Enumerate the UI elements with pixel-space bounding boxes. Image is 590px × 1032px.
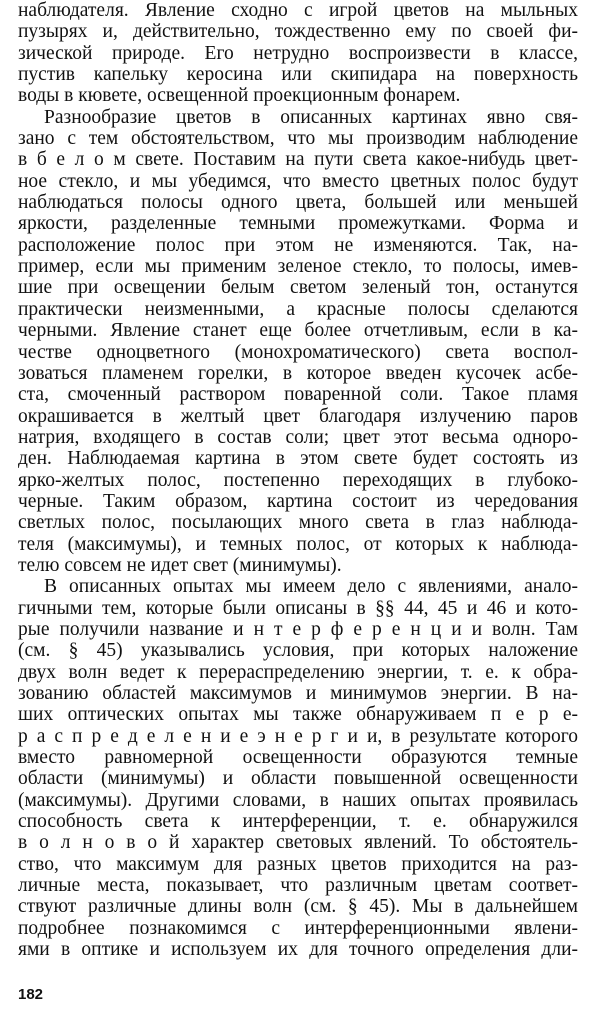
text-line: расположение полос при этом не изменяются. Так, на- xyxy=(18,234,578,256)
text-line: ярко-желтых полос, постепенно переходящих в глубоко- xyxy=(18,469,578,491)
text-line: (максимумы). Другими словами, в наших опытах проявилась xyxy=(18,789,578,811)
text-line: в о л н о в о й характер световых явлений. То обстоятель- xyxy=(18,832,578,854)
text-line: натрия, входящего в состав соли; цвет этот весьма одноро- xyxy=(18,426,578,448)
text-line: зической природе. Его нетрудно воспроизвести в классе, xyxy=(18,42,578,64)
text-line: черными. Явление станет еще более отчетливым, если в ка- xyxy=(18,320,578,342)
text-line: ста, смоченный раствором поваренной соли. Такое пламя xyxy=(18,384,578,406)
text-line: вместо равномерной освещенности образуются темные xyxy=(18,747,578,769)
text-line: рые получили название и н т е р ф е р е н ц и и волн. Там xyxy=(18,618,578,640)
text-line: двух волн ведет к перераспределению энергии, т. е. к обра- xyxy=(18,661,578,683)
text-line: ями в оптике и используем их для точного определения дли- xyxy=(18,939,578,961)
text-line: зованию областей максимумов и минимумов энергии. В на- xyxy=(18,683,578,704)
text-line: практически неизменными, а красные полосы сделаются xyxy=(18,298,578,320)
text-line: гичными тем, которые были описаны в §§ 44, 45 и 46 и кото- xyxy=(18,597,578,619)
text-line: наблюдателя. Явление сходно с игрой цветов на мыльных xyxy=(18,0,578,21)
text-line: пузырях и, действительно, тождественно ему по своей фи- xyxy=(18,21,578,43)
text-line: окрашивается в желтый цвет благодаря излучению паров xyxy=(18,405,578,427)
text-line: телю совсем не идет свет (минимумы). xyxy=(18,554,342,576)
text-line: наблюдаться полосы одного цвета, большей или меньшей xyxy=(18,192,578,214)
text-line: ден. Наблюдаемая картина в этом свете будет состоять из xyxy=(18,448,578,470)
text-line: честве одноцветного (монохроматического) света воспол- xyxy=(18,341,578,363)
text-line: ших оптических опытах мы также обнаруживаем п е р е- xyxy=(18,704,578,726)
text-line: ствуют различные длины волн (см. § 45). Мы в дальнейшем xyxy=(18,896,578,918)
page-number: 182 xyxy=(18,986,44,1003)
text-line: подробнее познакомимся с интерференционными явлени- xyxy=(18,917,578,939)
text-line: теля (максимумы), и темных полос, от которых к наблюда- xyxy=(18,533,578,555)
text-line: в б е л о м свете. Поставим на пути света какое-нибудь цвет- xyxy=(18,149,578,171)
text-line: области (минимумы) и области повышенной освещенности xyxy=(18,768,578,790)
text-line: Разнообразие цветов в описанных картинах явно свя- xyxy=(44,106,578,128)
text-line: ное стекло, и мы убедимся, что вместо цветных полос будут xyxy=(18,170,578,192)
text-line: В описанных опытах мы имеем дело с явлениями, анало- xyxy=(44,576,578,598)
text-line: (см. § 45) указывались условия, при которых наложение xyxy=(18,640,578,662)
text-line: р а с п р е д е л е н и е э н е р г и и, в результате которого xyxy=(18,725,578,747)
text-line: светлых полос, посылающих много света в глаз наблюда- xyxy=(18,512,578,534)
text-line: воды в кювете, освещенной проекционным фонарем. xyxy=(18,85,461,107)
text-line: способность света к интерференции, т. е. обнаружился xyxy=(18,811,578,833)
text-line: зоваться пламенем горелки, в которое введен кусочек асбе- xyxy=(18,362,578,384)
text-line: пример, если мы применим зеленое стекло, то полосы, имев- xyxy=(18,256,578,278)
text-line: шие при освещении белым светом зеленый тон, останутся xyxy=(18,277,578,299)
text-line: пустив капельку керосина или скипидара на поверхность xyxy=(18,64,578,86)
body-text xyxy=(18,0,578,960)
text-line: личные места, показывает, что различным цветам соответ- xyxy=(18,875,578,897)
text-line: ство, что максимум для разных цветов приходится на раз- xyxy=(18,853,578,875)
text-line: яркости, разделенные темными промежутками. Форма и xyxy=(18,213,578,235)
text-line: зано с тем обстоятельством, что мы производим наблюдение xyxy=(18,128,578,150)
text-line: черные. Таким образом, картина состоит из чередования xyxy=(18,490,578,512)
